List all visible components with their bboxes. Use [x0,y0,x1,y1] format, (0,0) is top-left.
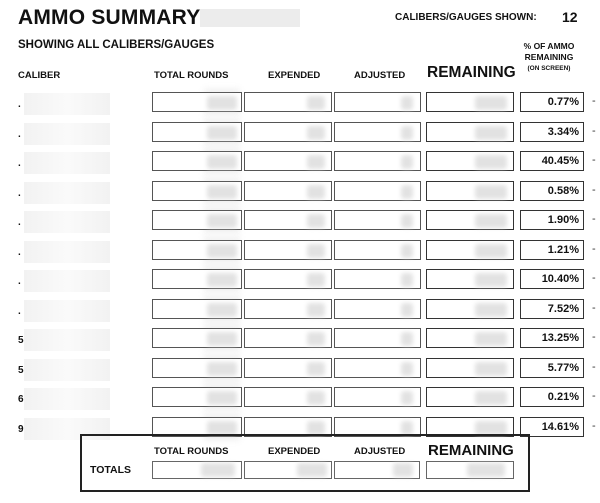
table-row [0,327,600,355]
row-dash: - [592,420,596,432]
total-rounds-field[interactable] [152,122,242,142]
calibers-shown-count: 12 [562,9,578,25]
expended-field[interactable] [244,358,332,378]
expended-field[interactable] [244,210,332,230]
row-dash: - [592,213,596,225]
percent-remaining-cell: 13.25% [520,328,584,348]
row-dash: - [592,331,596,343]
adjusted-field[interactable] [334,92,421,112]
total-rounds-field[interactable] [152,387,242,407]
row-dash: - [592,154,596,166]
table-row [0,268,600,296]
caliber-cell: 5 [18,335,24,346]
expended-field[interactable] [244,328,332,348]
totals-adjusted-field [334,461,420,479]
totals-label: TOTALS [90,464,132,476]
caliber-redaction [24,270,110,292]
column-header-total-rounds: TOTAL ROUNDS [154,70,229,81]
totals-panel [80,434,530,492]
total-rounds-field[interactable] [152,92,242,112]
row-dash: - [592,390,596,402]
totals-expended-field [244,461,332,479]
page-title: AMMO SUMMARY [18,6,201,29]
caliber-redaction [24,300,110,322]
total-rounds-field[interactable] [152,151,242,171]
expended-field[interactable] [244,299,332,319]
caliber-cell: . [18,99,21,110]
remaining-field[interactable] [426,328,514,348]
caliber-cell: 5 [18,365,24,376]
expended-field[interactable] [244,181,332,201]
row-dash: - [592,302,596,314]
expended-field[interactable] [244,92,332,112]
calibers-shown-label: CALIBERS/GAUGES SHOWN: [395,12,537,23]
percent-remaining-cell: 0.77% [520,92,584,112]
percent-header-line1: % OF AMMO [523,41,575,51]
percent-remaining-cell: 3.34% [520,122,584,142]
percent-remaining-cell: 0.21% [520,387,584,407]
row-dash: - [592,125,596,137]
table-row [0,298,600,326]
remaining-field[interactable] [426,122,514,142]
percent-remaining-cell: 40.45% [520,151,584,171]
adjusted-field[interactable] [334,299,421,319]
percent-remaining-cell: 5.77% [520,358,584,378]
caliber-cell: . [18,276,21,287]
title-redaction [200,9,300,27]
total-rounds-field[interactable] [152,181,242,201]
expended-field[interactable] [244,151,332,171]
caliber-cell: 6 [18,394,24,405]
totals-remaining-field [426,461,514,479]
total-rounds-field[interactable] [152,240,242,260]
percent-remaining-cell: 1.21% [520,240,584,260]
totals-header-adjusted: ADJUSTED [354,446,406,457]
caliber-redaction [24,152,110,174]
table-row [0,180,600,208]
caliber-redaction [24,241,110,263]
total-rounds-field[interactable] [152,328,242,348]
remaining-field[interactable] [426,92,514,112]
percent-remaining-cell: 7.52% [520,299,584,319]
caliber-cell: . [18,158,21,169]
remaining-field[interactable] [426,269,514,289]
caliber-cell: . [18,306,21,317]
total-rounds-field[interactable] [152,210,242,230]
row-dash: - [592,272,596,284]
totals-header-total-rounds: TOTAL ROUNDS [154,446,229,457]
expended-field[interactable] [244,387,332,407]
percent-remaining-cell: 14.61% [520,417,584,437]
adjusted-field[interactable] [334,240,421,260]
adjusted-field[interactable] [334,328,421,348]
adjusted-field[interactable] [334,151,421,171]
column-header-expended: EXPENDED [268,70,321,81]
caliber-redaction [24,359,110,381]
caliber-cell: . [18,129,21,140]
column-header-caliber: CALIBER [18,70,61,81]
caliber-redaction [24,211,110,233]
caliber-cell: . [18,188,21,199]
caliber-cell: 9 [18,424,24,435]
totals-total-rounds-field [152,461,242,479]
column-header-remaining: REMAINING [427,64,516,81]
total-rounds-field[interactable] [152,299,242,319]
total-rounds-field[interactable] [152,358,242,378]
remaining-field[interactable] [426,240,514,260]
percent-header-line3: (ON SCREEN) [527,65,571,72]
totals-header-remaining: REMAINING [428,442,514,459]
remaining-field[interactable] [426,387,514,407]
column-header-percent [518,41,580,74]
table-row [0,121,600,149]
row-dash: - [592,95,596,107]
adjusted-field[interactable] [334,181,421,201]
remaining-field[interactable] [426,358,514,378]
filter-subtitle: SHOWING ALL CALIBERS/GAUGES [18,39,215,51]
expended-field[interactable] [244,122,332,142]
expended-field[interactable] [244,240,332,260]
remaining-field[interactable] [426,210,514,230]
table-row [0,209,600,237]
caliber-redaction [24,93,110,115]
table-row [0,91,600,119]
caliber-redaction [24,182,110,204]
table-row [0,386,600,414]
caliber-cell: . [18,217,21,228]
caliber-cell: . [18,247,21,258]
expended-field[interactable] [244,269,332,289]
adjusted-field[interactable] [334,210,421,230]
adjusted-field[interactable] [334,358,421,378]
percent-header-line2: REMAINING [524,52,574,62]
remaining-field[interactable] [426,151,514,171]
row-dash: - [592,243,596,255]
row-dash: - [592,184,596,196]
adjusted-field[interactable] [334,122,421,142]
percent-remaining-cell: 0.58% [520,181,584,201]
totals-header-expended: EXPENDED [268,446,321,457]
table-row [0,239,600,267]
adjusted-field[interactable] [334,387,421,407]
caliber-redaction [24,388,110,410]
caliber-redaction [24,329,110,351]
column-header-adjusted: ADJUSTED [354,70,406,81]
percent-remaining-cell: 1.90% [520,210,584,230]
remaining-field[interactable] [426,299,514,319]
caliber-redaction [24,123,110,145]
table-row [0,150,600,178]
total-rounds-field[interactable] [152,269,242,289]
row-dash: - [592,361,596,373]
remaining-field[interactable] [426,181,514,201]
percent-remaining-cell: 10.40% [520,269,584,289]
adjusted-field[interactable] [334,269,421,289]
table-row [0,357,600,385]
